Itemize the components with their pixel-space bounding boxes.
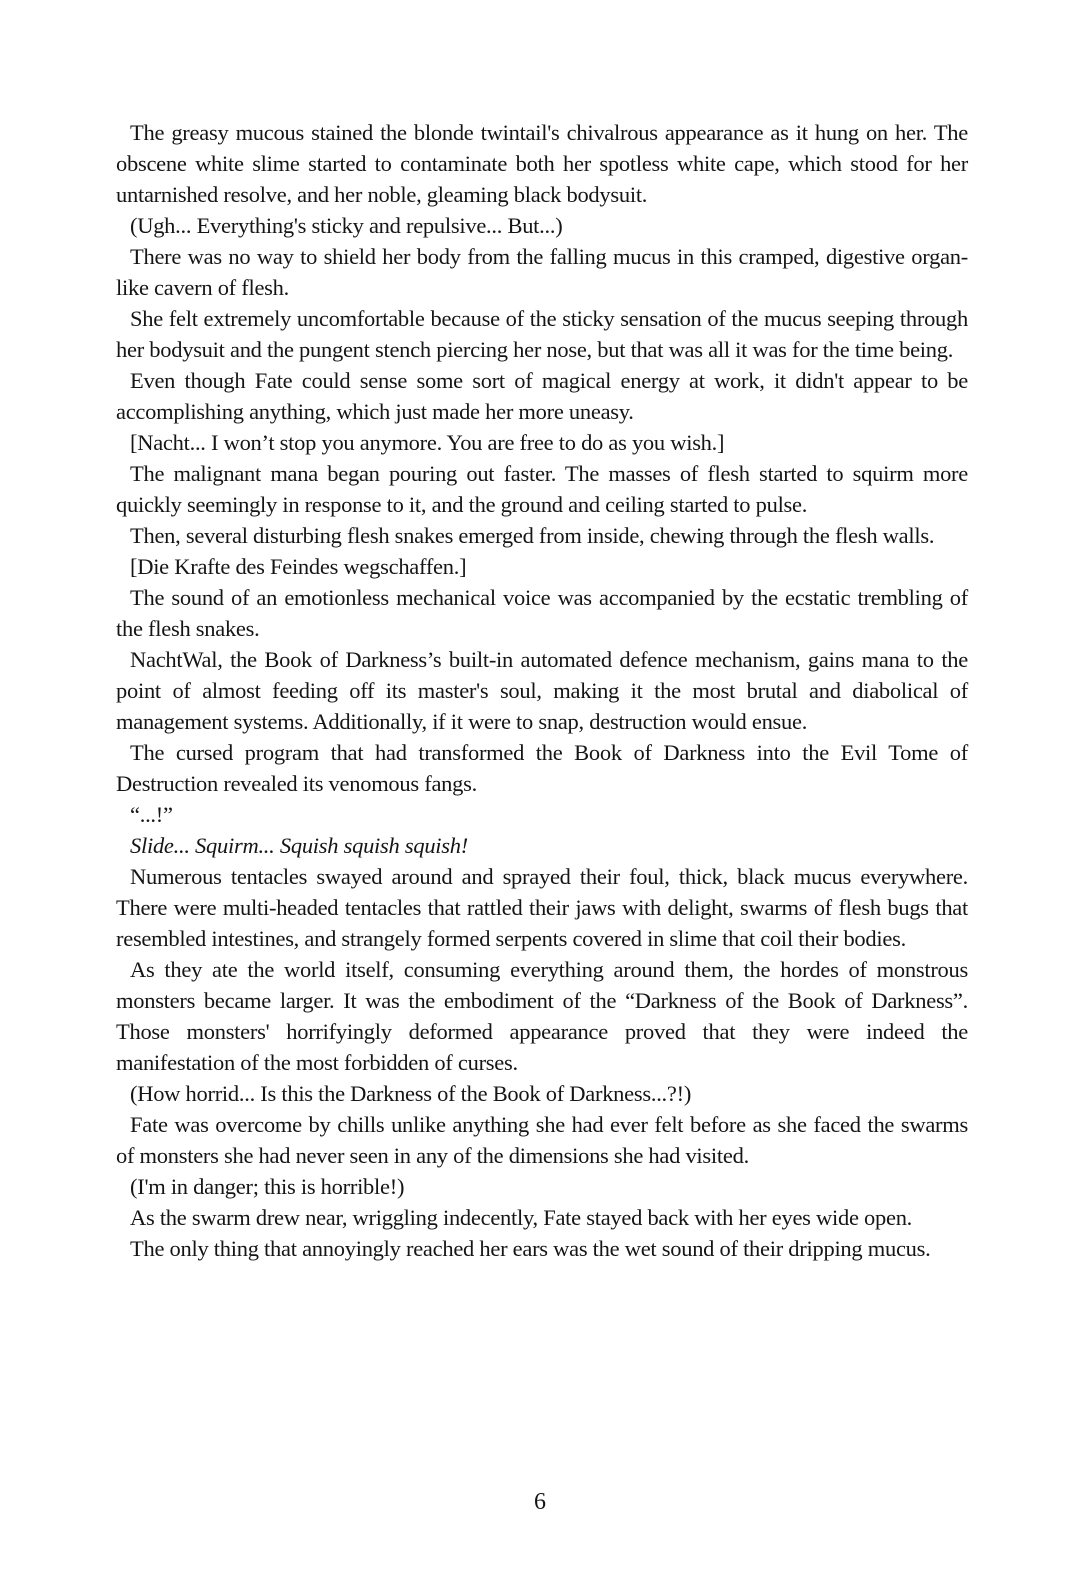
paragraph: Fate was overcome by chills unlike anything she had ever felt before as she faced the swarms of monsters she had never seen in any of the dimensions she had visited. xyxy=(116,1112,968,1168)
paragraph: (Ugh... Everything's sticky and repulsive... But...) xyxy=(130,213,563,238)
paragraph: As the swarm drew near, wriggling indecently, Fate stayed back with her eyes wide open. xyxy=(130,1205,913,1230)
paragraph: The greasy mucous stained the blonde twintail's chivalrous appearance as it hung on her. The obscene white slime started to contaminate both her spotless white cape, which stood for her untarnished resolve, and her noble, gleaming black bodysuit. xyxy=(116,120,968,207)
paragraph: [Die Krafte des Feindes wegschaffen.] xyxy=(130,554,467,579)
paragraph: Then, several disturbing flesh snakes emerged from inside, chewing through the flesh walls. xyxy=(130,523,935,548)
paragraph: She felt extremely uncomfortable because of the sticky sensation of the mucus seeping through her bodysuit and the pungent stench piercing her nose, but that was all it was for the time being. xyxy=(116,306,968,362)
paragraph: (I'm in danger; this is horrible!) xyxy=(130,1174,405,1199)
paragraph: (How horrid... Is this the Darkness of the Book of Darkness...?!) xyxy=(130,1081,692,1106)
paragraph: There was no way to shield her body from the falling mucus in this cramped, digestive organ-like cavern of flesh. xyxy=(116,244,968,300)
paragraph: Numerous tentacles swayed around and sprayed their foul, thick, black mucus everywhere. There were multi-headed tentacles that rattled their jaws with delight, swarms of flesh bugs that resembled intestines, and strangely formed serpents covered in slime that coil their bodies. xyxy=(116,864,968,951)
page-footer xyxy=(0,1487,1080,1518)
paragraph: NachtWal, the Book of Darkness’s built-in automated defence mechanism, gains mana to the point of almost feeding off its master's soul, making it the most brutal and diabolical of management systems. Additionally, if it were to snap, destruction would ensue. xyxy=(116,647,968,734)
page-text xyxy=(116,117,968,1264)
paragraph: As they ate the world itself, consuming everything around them, the hordes of monstrous monsters became larger. It was the embodiment of the “Darkness of the Book of Darkness”. Those monsters' horrifyingly deformed appearance proved that they were indeed the manifestation of the most forbidden of curses. xyxy=(116,957,968,1075)
paragraph: “...!” xyxy=(130,802,173,827)
paragraph: The sound of an emotionless mechanical voice was accompanied by the ecstatic trembling of the flesh snakes. xyxy=(116,585,968,641)
paragraph: The cursed program that had transformed the Book of Darkness into the Evil Tome of Destruction revealed its venomous fangs. xyxy=(116,740,968,796)
paragraph: Slide... Squirm... Squish squish squish! xyxy=(130,833,468,858)
paragraph: Even though Fate could sense some sort of magical energy at work, it didn't appear to be accomplishing anything, which just made her more uneasy. xyxy=(116,368,968,424)
paragraph: The only thing that annoyingly reached her ears was the wet sound of their dripping mucus. xyxy=(130,1236,931,1261)
paragraph: The malignant mana began pouring out faster. The masses of flesh started to squirm more quickly seemingly in response to it, and the ground and ceiling started to pulse. xyxy=(116,461,968,517)
paragraph: [Nacht... I won’t stop you anymore. You are free to do as you wish.] xyxy=(130,430,725,455)
page-number: 6 xyxy=(534,1489,546,1515)
